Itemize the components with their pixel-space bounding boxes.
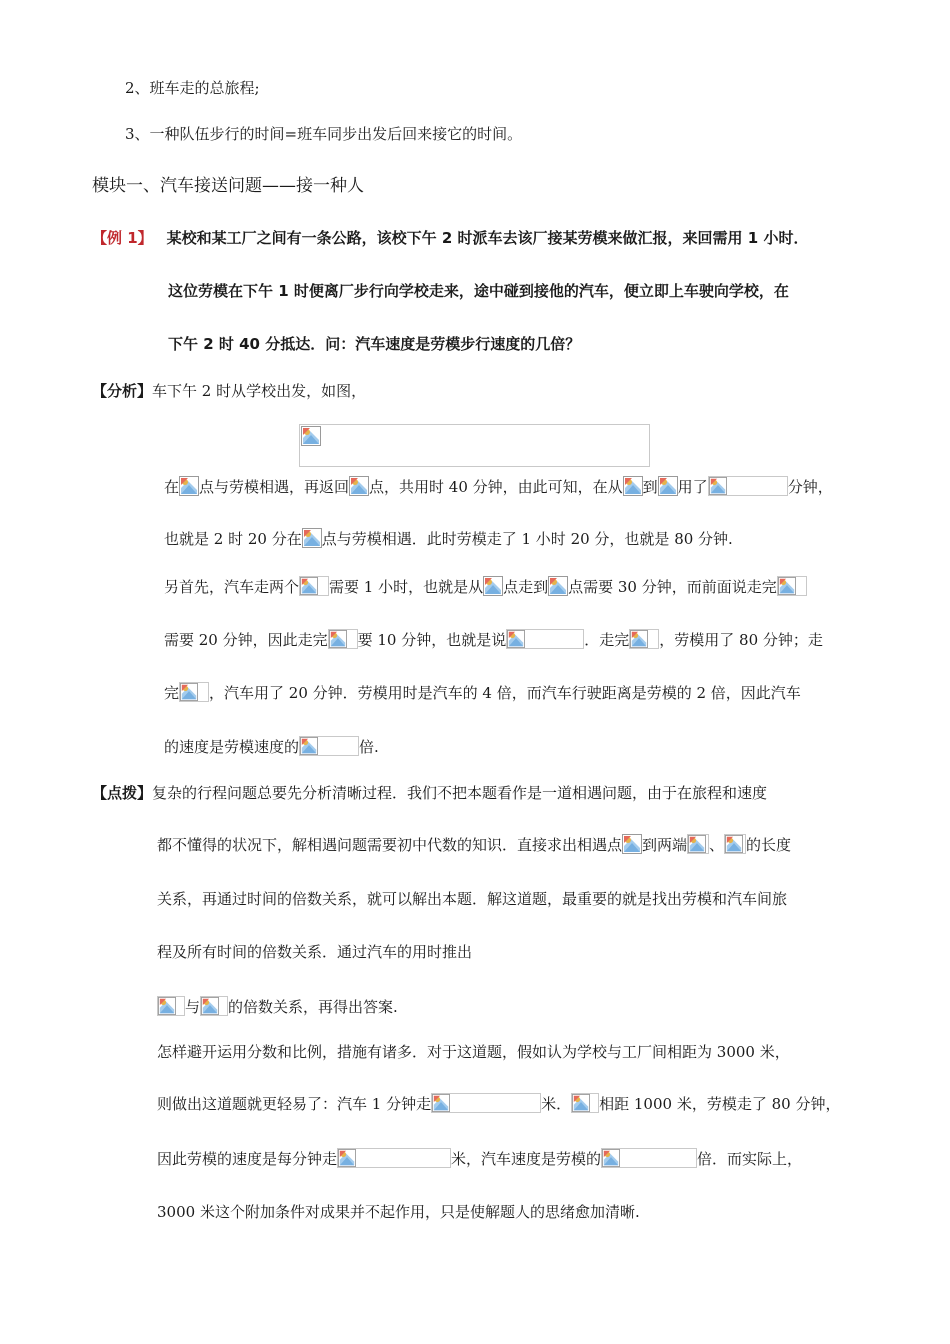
text: 在 bbox=[164, 478, 180, 496]
broken-image-icon bbox=[180, 683, 198, 701]
text: 米． bbox=[541, 1095, 572, 1113]
text: ，汽车用了 20 分钟．劳模用时是汽车的 4 倍，而汽车行驶距离是劳模的 2 倍，因此汽车 bbox=[209, 684, 801, 702]
tips-p3: 关系，再通过时间的倍数关系，就可以解出本题．解这道题，最重要的就是找出劳模和汽车间旅 bbox=[157, 890, 788, 908]
analysis-p4 bbox=[164, 629, 823, 650]
list-item-3: 3、一种队伍步行的时间=班车同步出发后回来接它的时间。 bbox=[125, 125, 523, 143]
text: 的长度 bbox=[746, 836, 792, 854]
text: 分钟， bbox=[787, 478, 833, 496]
example-tag: 【例 1】 bbox=[92, 229, 153, 247]
broken-image-icon bbox=[338, 1149, 356, 1167]
tips-p2 bbox=[157, 834, 791, 855]
tips-p4: 程及所有时间的倍数关系．通过汽车的用时推出 bbox=[157, 943, 473, 961]
tips-p1 bbox=[92, 783, 767, 803]
text: 都不懂得的状况下，解相遇问题需要初中代数的知识．直接求出相遇点 bbox=[157, 836, 623, 854]
text: 也就是 2 时 20 分在 bbox=[164, 530, 302, 548]
text: 、 bbox=[709, 836, 725, 854]
text: 米，汽车速度是劳模的 bbox=[451, 1150, 602, 1168]
formula-image bbox=[724, 834, 746, 854]
broken-image-icon bbox=[688, 835, 706, 853]
text: 到两端 bbox=[642, 836, 688, 854]
text: 点与劳模相遇．此时劳模走了 1 小时 20 分，也就是 80 分钟. bbox=[321, 530, 733, 548]
broken-image-icon bbox=[658, 476, 678, 496]
broken-image-icon bbox=[329, 630, 347, 648]
formula-image bbox=[601, 1148, 697, 1168]
broken-image-icon bbox=[179, 476, 199, 496]
formula-image bbox=[687, 834, 709, 854]
formula-image bbox=[179, 682, 209, 702]
broken-image-icon bbox=[158, 997, 176, 1015]
text: 倍．而实际上， bbox=[697, 1150, 803, 1168]
text: 点与劳模相遇，再返回 bbox=[199, 478, 350, 496]
broken-image-icon bbox=[301, 426, 321, 446]
broken-image-icon bbox=[483, 576, 503, 596]
formula-image bbox=[629, 629, 659, 649]
formula-image bbox=[708, 476, 788, 496]
text: 点走到 bbox=[503, 578, 549, 596]
formula-image bbox=[571, 1093, 599, 1113]
text: 因此劳模的速度是每分钟走 bbox=[157, 1150, 338, 1168]
formula-image bbox=[337, 1148, 451, 1168]
text: 则做出这道题就更轻易了：汽车 1 分钟走 bbox=[157, 1095, 432, 1113]
tips-tag: 【点拨】 bbox=[92, 784, 153, 802]
tips-p6: 怎样避开运用分数和比例，措施有诸多．对于这道题，假如认为学校与工厂间相距为 3000 米， bbox=[157, 1043, 790, 1061]
tips-p8 bbox=[157, 1148, 802, 1169]
text: 与 bbox=[185, 998, 201, 1016]
tips-p7 bbox=[157, 1093, 840, 1114]
text: 倍. bbox=[359, 738, 379, 756]
list-item-2: 2、班车走的总旅程; bbox=[125, 79, 260, 97]
analysis-p1 bbox=[164, 476, 833, 497]
formula-image bbox=[299, 576, 329, 596]
formula-image bbox=[777, 576, 807, 596]
analysis-p5 bbox=[164, 682, 801, 703]
analysis-p6 bbox=[164, 736, 379, 757]
formula-image bbox=[299, 736, 359, 756]
tips-p9: 3000 米这个附加条件对成果并不起作用，只是使解题人的思绪愈加清晰. bbox=[157, 1203, 640, 1221]
broken-image-icon bbox=[302, 528, 322, 548]
text: 要 10 分钟，也就是说 bbox=[357, 631, 507, 649]
route-diagram-image bbox=[299, 424, 650, 467]
example-line-1 bbox=[92, 228, 808, 248]
module-title: 模块一、汽车接送问题——接一种人 bbox=[92, 176, 364, 196]
text: 点需要 30 分钟，而前面说走完 bbox=[568, 578, 777, 596]
broken-image-icon bbox=[548, 576, 568, 596]
formula-image bbox=[431, 1093, 541, 1113]
broken-image-icon bbox=[709, 477, 727, 495]
text: 完 bbox=[164, 684, 180, 702]
text: ，劳模用了 80 分钟；走 bbox=[659, 631, 823, 649]
formula-image bbox=[328, 629, 358, 649]
text: 需要 1 小时，也就是从 bbox=[329, 578, 484, 596]
broken-image-icon bbox=[507, 630, 525, 648]
broken-image-icon bbox=[623, 476, 643, 496]
text: 另首先，汽车走两个 bbox=[164, 578, 300, 596]
text: 需要 20 分钟，因此走完 bbox=[164, 631, 328, 649]
text: 到 bbox=[642, 478, 658, 496]
broken-image-icon bbox=[349, 476, 369, 496]
text: 的速度是劳模速度的 bbox=[164, 738, 300, 756]
example-line-3: 下午 2 时 40 分抵达．问：汽车速度是劳模步行速度的几倍？ bbox=[168, 335, 581, 353]
broken-image-icon bbox=[572, 1094, 590, 1112]
broken-image-icon bbox=[432, 1094, 450, 1112]
broken-image-icon bbox=[300, 737, 318, 755]
text: 用了 bbox=[677, 478, 708, 496]
broken-image-icon bbox=[300, 577, 318, 595]
formula-image bbox=[200, 996, 228, 1016]
broken-image-icon bbox=[602, 1149, 620, 1167]
text: 复杂的行程问题总要先分析清晰过程．我们不把本题看作是一道相遇问题，由于在旅程和速度 bbox=[152, 784, 768, 802]
broken-image-icon bbox=[201, 997, 219, 1015]
broken-image-icon bbox=[725, 835, 743, 853]
text: 的倍数关系，再得出答案. bbox=[228, 998, 398, 1016]
text: 点，共用时 40 分钟，由此可知，在从 bbox=[369, 478, 623, 496]
analysis-p2 bbox=[164, 528, 733, 549]
text: ．走完 bbox=[584, 631, 630, 649]
analysis-tag: 【分析】 bbox=[92, 382, 153, 400]
broken-image-icon bbox=[622, 834, 642, 854]
analysis-intro bbox=[92, 381, 366, 401]
analysis-p3 bbox=[164, 576, 807, 597]
tips-p5 bbox=[157, 996, 398, 1017]
formula-image bbox=[506, 629, 584, 649]
broken-image-icon bbox=[778, 577, 796, 595]
example-text-1: 某校和某工厂之间有一条公路，该校下午 2 时派车去该厂接某劳模来做汇报，来回需用 1 小时． bbox=[166, 229, 809, 247]
text: 相距 1000 米，劳模走了 80 分钟， bbox=[599, 1095, 841, 1113]
broken-image-icon bbox=[630, 630, 648, 648]
analysis-intro-text: 车下午 2 时从学校出发，如图， bbox=[152, 382, 367, 400]
formula-image bbox=[157, 996, 185, 1016]
example-line-2: 这位劳模在下午 1 时便离厂步行向学校走来，途中碰到接他的汽车，便立即上车驶向学校，在 bbox=[168, 282, 789, 300]
